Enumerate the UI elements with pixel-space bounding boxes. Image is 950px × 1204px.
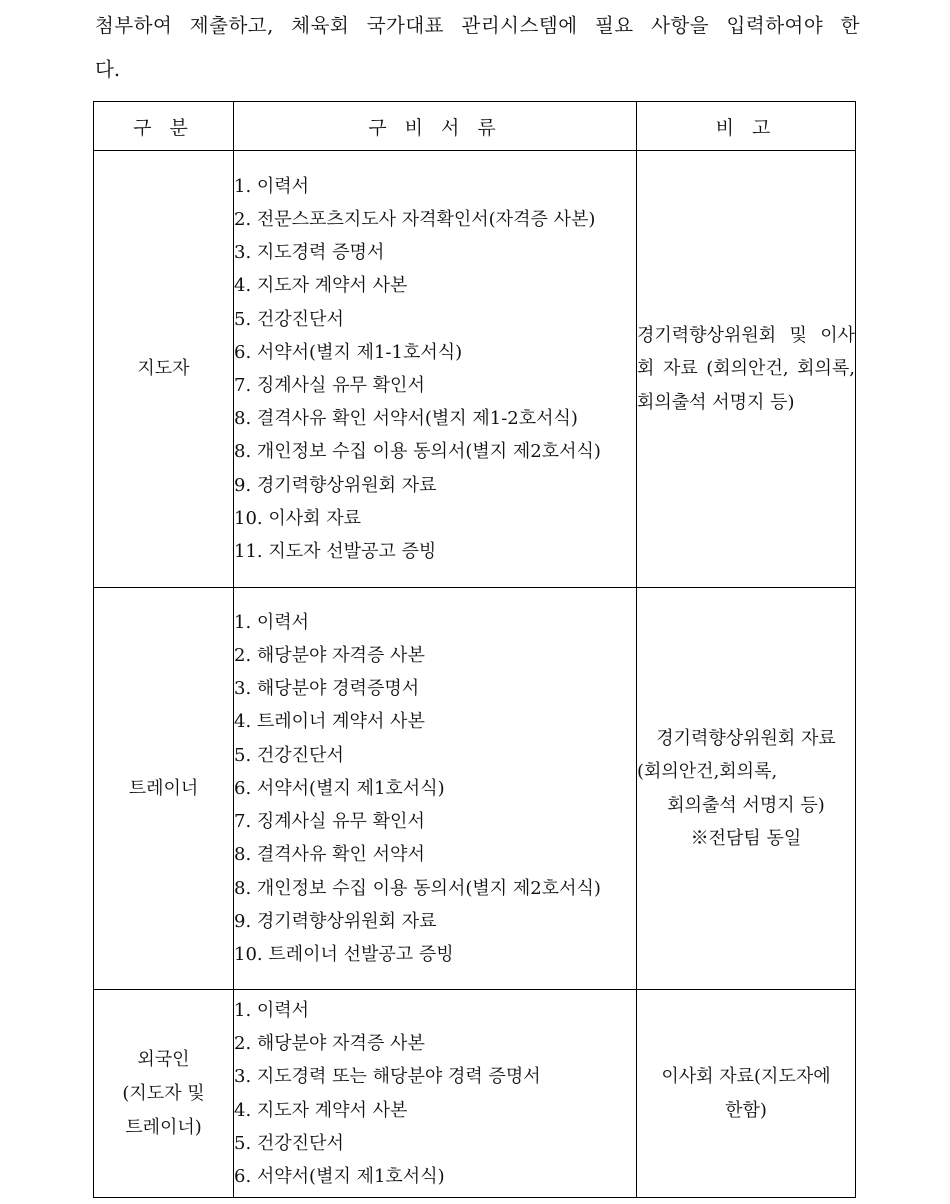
note-cell: 경기력향상위원회 및 이사회 자료 (회의안건, 회의록, 회의출석 서명지 등) (637, 151, 856, 588)
list-item: 10. 트레이너 선발공고 증빙 (234, 943, 454, 965)
list-item: 9. 경기력향상위원회 자료 (234, 910, 437, 932)
category-cell: 트레이너 (94, 588, 234, 990)
note-line: 경기력향상위원회 자료 (656, 727, 836, 749)
intro-paragraph-line1: 첨부하여 제출하고, 체육회 국가대표 관리시스템에 필요 사항을 입력하여야 한 (95, 14, 860, 37)
category-line: 외국인 (137, 1048, 190, 1070)
list-item: 8. 결격사유 확인 서약서 (234, 844, 425, 866)
list-item: 2. 전문스포츠지도사 자격확인서(자격증 사본) (234, 208, 596, 230)
list-item: 10. 이사회 자료 (234, 507, 362, 529)
list-item: 5. 건강진단서 (234, 1132, 344, 1154)
documents-cell (234, 990, 637, 1198)
list-item: 5. 건강진단서 (234, 744, 344, 766)
category-cell: 지도자 (94, 151, 234, 588)
documents-list (234, 170, 636, 568)
list-item: 4. 지도자 계약서 사본 (234, 275, 408, 297)
list-item: 11. 지도자 선발공고 증빙 (234, 541, 437, 563)
note-line: ※전담팀 동일 (690, 828, 802, 849)
documents-list (234, 994, 636, 1193)
note-line: 한함) (725, 1099, 767, 1121)
table-row-foreigner (94, 990, 856, 1198)
documents-cell (234, 588, 637, 990)
category-line: 트레이너) (125, 1116, 202, 1138)
list-item: 1. 이력서 (234, 611, 310, 633)
note-line: 회의출석 서명지 등) (667, 794, 825, 816)
category-line: (지도자 및 (122, 1082, 205, 1104)
list-item: 3. 지도경력 증명서 (234, 242, 385, 264)
required-documents-table (93, 101, 856, 1198)
intro-paragraph-line2: 다. (95, 58, 121, 81)
category-cell (94, 990, 234, 1198)
note-cell (637, 588, 856, 990)
list-item: 6. 서약서(별지 제1-1호서식) (234, 341, 463, 363)
header-documents: 구 비 서 류 (234, 102, 637, 151)
documents-cell (234, 151, 637, 588)
list-item: 3. 해당분야 경력증명서 (234, 678, 420, 700)
list-item: 8. 결격사유 확인 서약서(별지 제1-2호서식) (234, 408, 578, 430)
list-item: 2. 해당분야 자격증 사본 (234, 645, 425, 667)
list-item: 2. 해당분야 자격증 사본 (234, 1033, 425, 1055)
list-item: 6. 서약서(별지 제1호서식) (234, 777, 445, 799)
list-item: 1. 이력서 (234, 175, 310, 197)
list-item: 7. 징계사실 유무 확인서 (234, 375, 425, 396)
list-item: 4. 지도자 계약서 사본 (234, 1099, 408, 1121)
list-item: 3. 지도경력 또는 해당분야 경력 증명서 (234, 1066, 541, 1088)
list-item: 7. 징계사실 유무 확인서 (234, 811, 425, 833)
table-row-coach (94, 151, 856, 588)
table-header-row (94, 102, 856, 151)
list-item: 4. 트레이너 계약서 사본 (234, 711, 425, 733)
list-item: 5. 건강진단서 (234, 308, 344, 330)
list-item: 8. 개인정보 수집 이용 동의서(별지 제2호서식) (234, 877, 601, 899)
list-item: 6. 서약서(별지 제1호서식) (234, 1165, 445, 1187)
note-line: (회의안건,회의록, (637, 761, 778, 782)
header-category: 구 분 (94, 102, 234, 151)
documents-list (234, 606, 636, 971)
header-note: 비 고 (637, 102, 856, 151)
list-item: 1. 이력서 (234, 999, 310, 1021)
table-row-trainer (94, 588, 856, 990)
list-item: 8. 개인정보 수집 이용 동의서(별지 제2호서식) (234, 441, 601, 463)
note-cell (637, 990, 856, 1198)
list-item: 9. 경기력향상위원회 자료 (234, 474, 437, 496)
note-line: 이사회 자료(지도자에 (661, 1066, 831, 1087)
